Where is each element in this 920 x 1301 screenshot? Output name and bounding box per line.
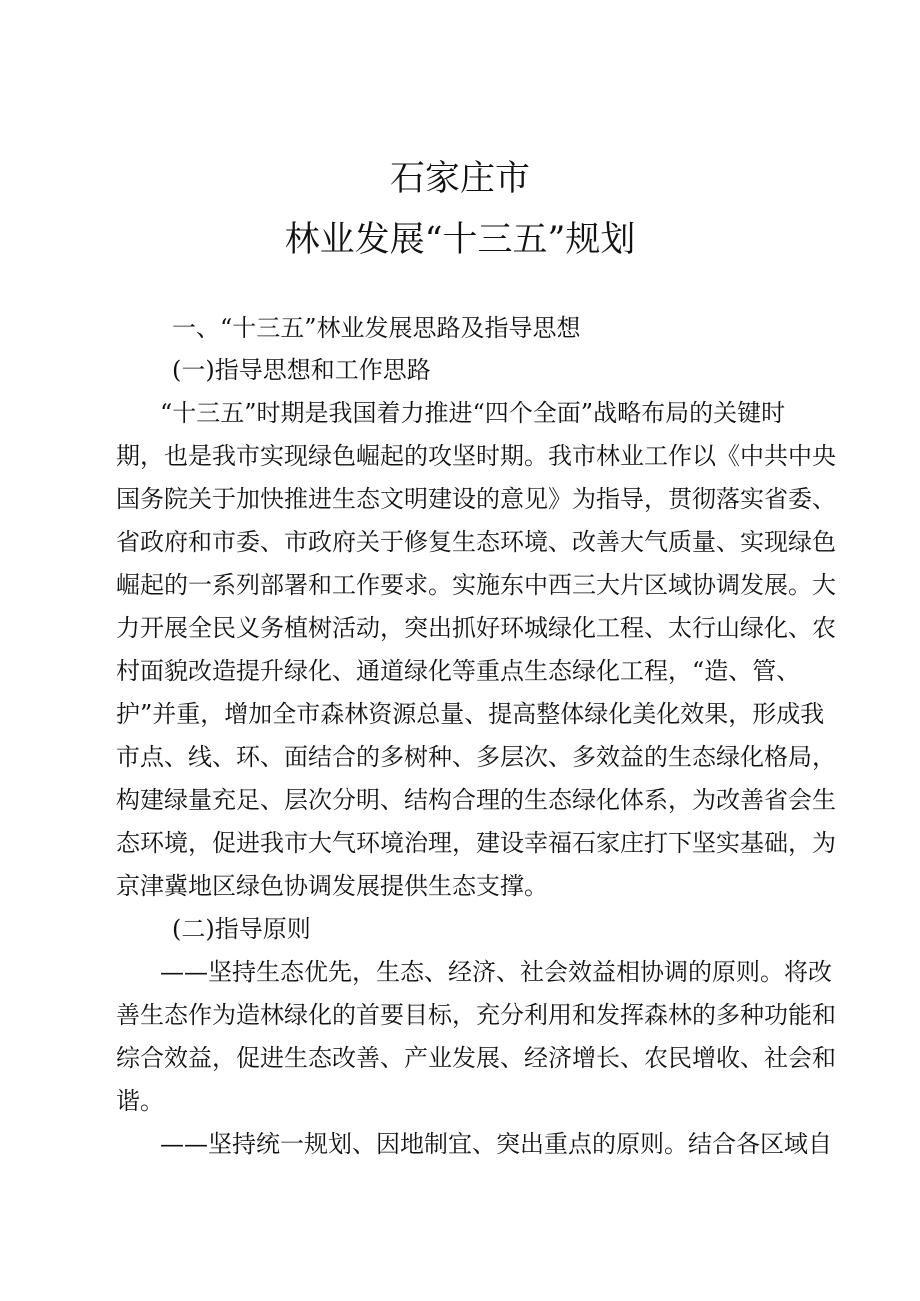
paragraph-line: 构建绿量充足、层次分明、结构合理的生态绿化体系，为改善省会生 [116, 786, 836, 814]
paragraph-line: 京津冀地区绿色协调发展提供生态支撑。 [116, 872, 548, 900]
paragraph-line: 省政府和市委、市政府关于修复生态环境、改善大气质量、实现绿色 [116, 528, 836, 556]
subsection-heading-1: (一)指导思想和工作思路 [172, 356, 431, 384]
paragraph-line: 崛起的一系列部署和工作要求。实施东中西三大片区域协调发展。大 [116, 571, 836, 599]
document-title-plan: 林业发展“十三五”规划 [284, 220, 636, 260]
paragraph-line: 国务院关于加快推进生态文明建设的意见》为指导，贯彻落实省委、 [116, 485, 836, 513]
document-title-city: 石家庄市 [389, 159, 530, 199]
paragraph-line: 市点、线、环、面结合的多树种、多层次、多效益的生态绿化格局， [116, 743, 836, 771]
paragraph-line: 期，也是我市实现绿色崛起的攻坚时期。我市林业工作以《中共中央 [116, 442, 836, 470]
paragraph-line: 谐。 [116, 1087, 164, 1115]
subsection-heading-2: (二)指导原则 [172, 915, 311, 943]
paragraph-line: 态环境，促进我市大气环境治理，建设幸福石家庄打下坚实基础，为 [116, 829, 836, 857]
paragraph-line: 综合效益，促进生态改善、产业发展、经济增长、农民增收、社会和 [116, 1044, 836, 1072]
paragraph-line: “十三五”时期是我国着力推进“四个全面”战略布局的关键时 [160, 399, 786, 427]
paragraph-line: 村面貌改造提升绿化、通道绿化等重点生态绿化工程，“造、管、 [116, 657, 801, 685]
paragraph-line: ——坚持生态优先，生态、经济、社会效益相协调的原则。将改 [160, 958, 832, 986]
paragraph-line: ——坚持统一规划、因地制宜、突出重点的原则。结合各区域自 [160, 1130, 832, 1158]
paragraph-line: 善生态作为造林绿化的首要目标，充分利用和发挥森林的多种功能和 [116, 1001, 836, 1029]
paragraph-line: 护”并重，增加全市森林资源总量、提高整体绿化美化效果，形成我 [116, 700, 825, 728]
section-heading-1: 一、“十三五”林业发展思路及指导思想 [172, 314, 581, 342]
paragraph-line: 力开展全民义务植树活动，突出抓好环城绿化工程、太行山绿化、农 [116, 614, 836, 642]
